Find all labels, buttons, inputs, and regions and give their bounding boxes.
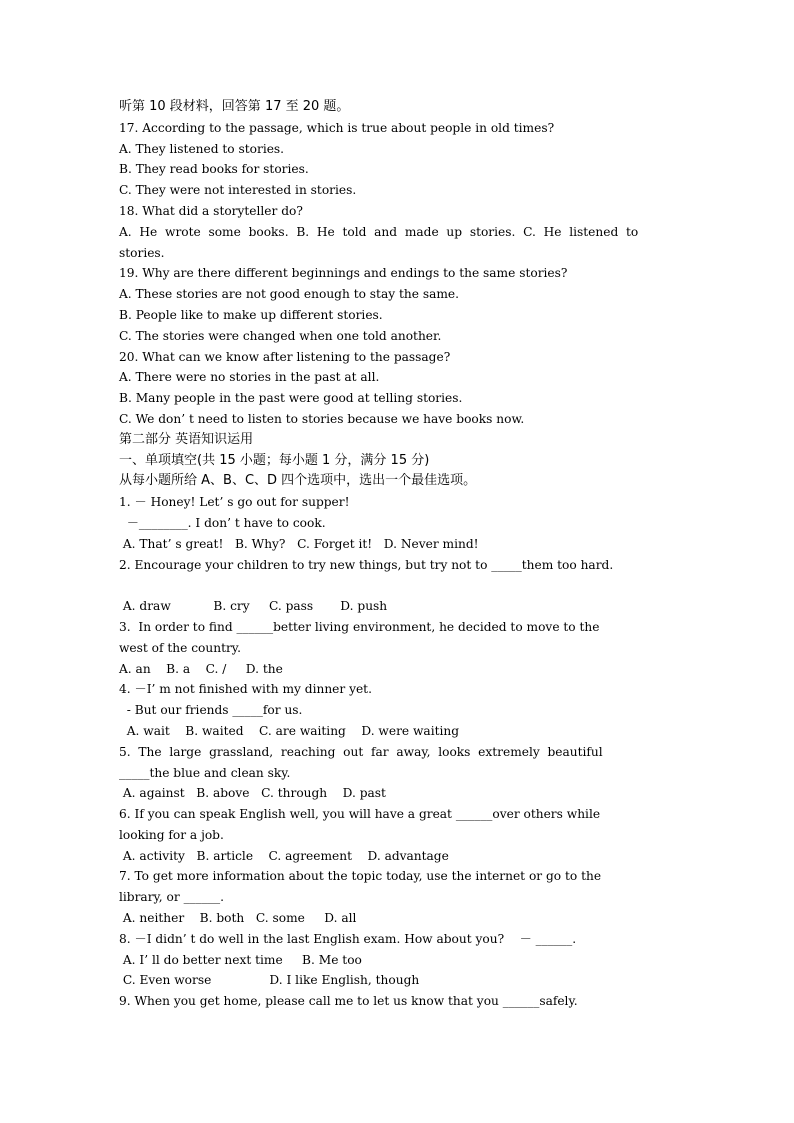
- item-2-stem: 2. Encourage your children to try new things, but try not to _____them too hard.: [119, 557, 614, 572]
- question-18-stem: 18. What did a storyteller do?: [119, 203, 303, 218]
- question-20-option-b: B. Many people in the past were good at telling stories.: [119, 391, 463, 406]
- item-4-stem: 4. －I’ m not finished with my dinner yet.: [119, 682, 372, 697]
- question-17-option-b: B. They read books for stories.: [119, 162, 309, 177]
- question-18-options: A. He wrote some books. B. He told and made up stories. C. He listened to: [119, 224, 639, 239]
- item-9-stem: 9. When you get home, please call me to let us know that you ______safely.: [119, 994, 578, 1009]
- item-3-options: A. an B. a C. / D. the: [119, 661, 283, 676]
- question-20-stem: 20. What can we know after listening to the passage?: [119, 349, 451, 364]
- item-8-options-cd: C. Even worse D. I like English, though: [119, 973, 420, 988]
- question-17-option-c: C. They were not interested in stories.: [119, 183, 357, 198]
- question-17-stem: 17. According to the passage, which is true about people in old times?: [119, 120, 555, 135]
- item-3-stem-cont: west of the country.: [119, 640, 241, 655]
- item-5-stem: 5. The large grassland, reaching out far away, looks extremely beautiful: [119, 744, 603, 759]
- exam-page: [119, 97, 679, 1012]
- item-6-stem-cont: looking for a job.: [119, 827, 224, 842]
- item-4-reply: - But our friends _____for us.: [119, 703, 303, 718]
- item-2-options: A. draw B. cry C. pass D. push: [119, 599, 388, 614]
- item-6-options: A. activity B. article C. agreement D. advantage: [119, 848, 449, 863]
- item-8-options-ab: A. I’ ll do better next time B. Me too: [119, 952, 362, 967]
- question-19-option-c: C. The stories were changed when one told another.: [119, 328, 442, 343]
- question-19-stem: 19. Why are there different beginnings and endings to the same stories?: [119, 266, 568, 281]
- item-7-options: A. neither B. both C. some D. all: [119, 911, 357, 926]
- item-1-stem: 1. － Honey! Let’ s go out for supper!: [119, 495, 350, 510]
- item-4-options: A. wait B. waited C. are waiting D. were waiting: [119, 723, 460, 738]
- section-instruction: 从每小题所给 A、B、C、D 四个选项中，选出一个最佳选项。: [119, 473, 477, 489]
- item-7-stem: 7. To get more information about the topic today, use the internet or go to the: [119, 869, 602, 884]
- blank-line: [119, 575, 679, 596]
- question-19-option-a: A. These stories are not good enough to stay the same.: [119, 287, 459, 302]
- item-6-stem: 6. If you can speak English well, you will have a great ______over others while: [119, 807, 601, 822]
- section-heading: 一、单项填空(共 15 小题；每小题 1 分，满分 15 分): [119, 452, 430, 468]
- item-7-stem-cont: library, or ______.: [119, 890, 225, 905]
- item-5-options: A. against B. above C. through D. past: [119, 786, 386, 801]
- question-18-options-cont: stories.: [119, 245, 165, 260]
- listening-heading: 听第 10 段材料，回答第 17 至 20 题。: [119, 99, 350, 114]
- question-20-option-a: A. There were no stories in the past at all.: [119, 370, 380, 385]
- question-17-option-a: A. They listened to stories.: [119, 141, 285, 156]
- part2-title: 第二部分 英语知识运用: [119, 431, 254, 447]
- question-20-option-c: C. We don’ t need to listen to stories because we have books now.: [119, 411, 525, 426]
- item-1-reply: －________. I don’ t have to cook.: [119, 515, 326, 530]
- item-1-options: A. That’ s great! B. Why? C. Forget it! D. Never mind!: [119, 536, 479, 551]
- item-3-stem: 3. In order to find ______better living environment, he decided to move to the: [119, 619, 600, 634]
- item-8-stem: 8. －I didn’ t do well in the last English exam. How about you? － ______.: [119, 931, 577, 946]
- question-19-option-b: B. People like to make up different stories.: [119, 307, 383, 322]
- item-5-stem-cont: _____the blue and clean sky.: [119, 765, 291, 780]
